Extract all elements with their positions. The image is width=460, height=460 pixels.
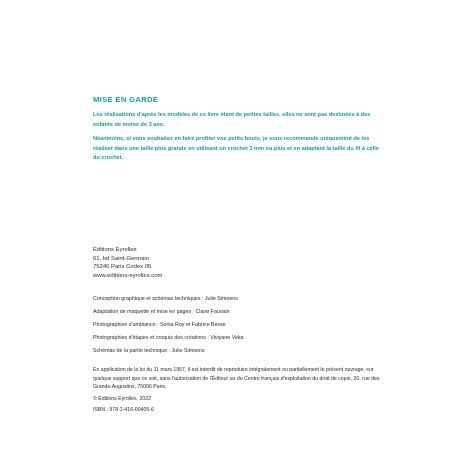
warning-paragraph: Néanmoins, si vous souhaitez en faire profiter vos petits bouts, je vous recommande uniquement de les réaliser dans une taille plus grande en utilisant un crochet 3 mm ou plus et en adaptant la taille du fil à celle du crochet. [93, 136, 379, 161]
publisher-name: Éditions Eyrolles [93, 247, 137, 253]
credit-line: Photographies d'ambiance : Sonia Roy et Fabrice Besse [93, 322, 226, 328]
publisher-street: 61, bd Saint-Germain [93, 255, 149, 262]
legal-notice: En application de la loi du 11 mars 1957, il est interdit de reproduire intégralement ou partiellement le présent ouvrage, sur quelque support que ce soit, sans l'autorisation de l'Éditeur ou du Centre français d'exploitation du droit de copie, 20, rue des Grands-Augustins, 75006 Paris. [93, 367, 380, 391]
publisher-city: 75240 Paris Cedex 05 [93, 264, 152, 271]
credit-line: Photographies d'étapes et croquis des créations : Viviyane Veka [93, 335, 244, 341]
credit-line: Schémas de la partie technique : Julie Simoens [93, 348, 205, 354]
credit-line: Conception graphique et schémas techniques : Julie Simoens [93, 296, 238, 302]
credit-line: Adaptation de maquette et mise en pages : Claire Fauvain [93, 309, 230, 315]
copyright-line: © Éditions Eyrolles, 2022 [93, 395, 152, 402]
publisher-website: www.editions-eyrolles.com [93, 272, 163, 279]
publisher-address [93, 246, 162, 280]
legal-section [93, 366, 383, 418]
credits-list [93, 293, 244, 358]
warning-paragraph: Les réalisations d'après les modèles de ce livre étant de petites tailles, elles ne sont pas destinées à des enfants de moins de 3 ans. [93, 112, 371, 128]
isbn-line: ISBN : 978-2-416-00405-6 [93, 407, 154, 414]
warning-title: MISE EN GARDE [93, 95, 159, 104]
warning-section [93, 95, 383, 169]
